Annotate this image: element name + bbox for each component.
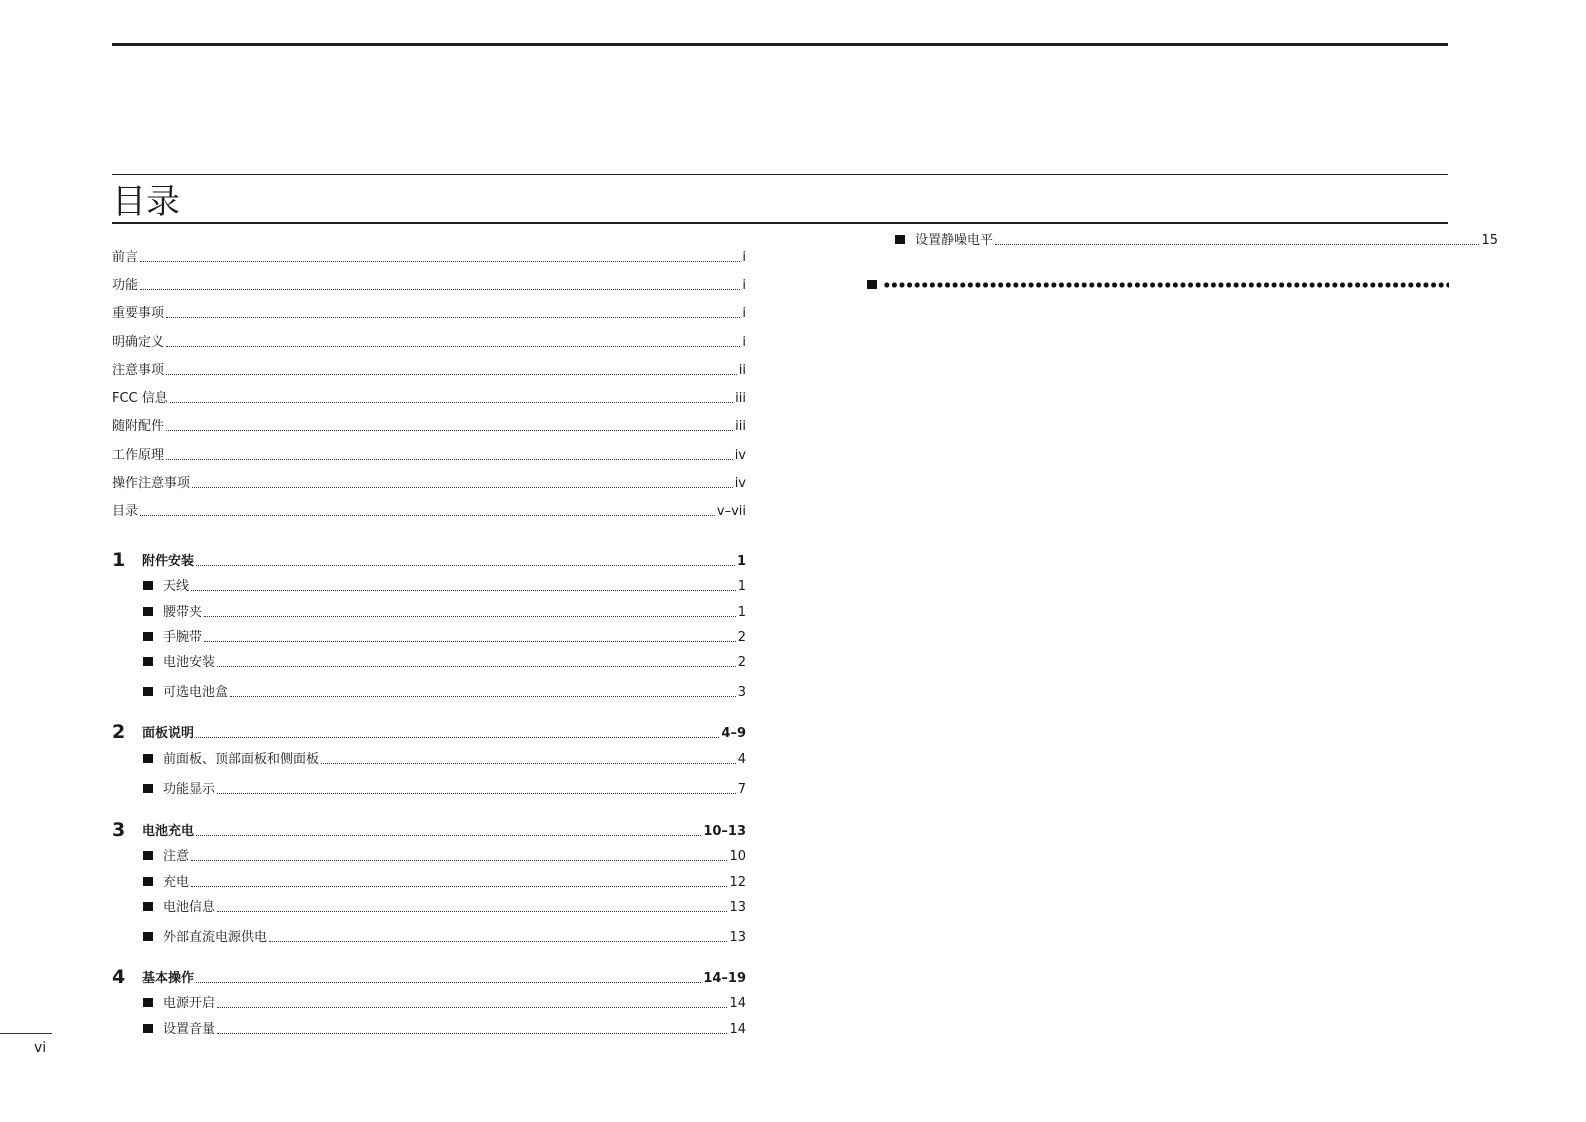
toc-item-caution[interactable] — [143, 849, 746, 865]
toc-section-4[interactable] — [112, 967, 746, 987]
bullet-square-icon — [143, 851, 153, 860]
toc-entry-preface[interactable] — [112, 250, 746, 266]
toc-label: FCC 信息 — [112, 391, 168, 406]
toc-label: 电池安装 — [163, 655, 216, 670]
toc-section-2[interactable] — [112, 722, 746, 742]
toc-page: iv — [734, 476, 746, 491]
toc-label: 目录 — [112, 504, 139, 519]
toc-item-battery-case[interactable] — [143, 685, 746, 701]
toc-label: 操作注意事项 — [112, 476, 191, 491]
toc-page: v–vii — [716, 504, 746, 519]
bullet-square-icon — [143, 784, 153, 793]
toc-label: 电池充电 — [142, 824, 195, 839]
toc-entry-definitions[interactable] — [112, 335, 746, 351]
toc-page: 14 — [729, 1022, 746, 1037]
toc-entry-fcc[interactable] — [112, 391, 746, 407]
bullet-square-icon — [143, 932, 153, 941]
leader-dots — [269, 941, 727, 942]
toc-label: 天线 — [163, 579, 190, 594]
toc-label: 功能 — [112, 278, 139, 293]
toc-page: 1 — [737, 605, 746, 620]
toc-label: 电池信息 — [163, 900, 216, 915]
toc-label: 前面板、顶部面板和侧面板 — [163, 752, 320, 767]
toc-item-belt-clip[interactable] — [143, 605, 746, 621]
toc-label: 附件安装 — [142, 554, 195, 569]
leader-dots — [140, 261, 740, 262]
toc-entry-operation-principle[interactable] — [112, 448, 746, 464]
toc-page: i — [742, 278, 746, 293]
continuation-dot-row — [867, 280, 1449, 289]
toc-label: 手腕带 — [163, 630, 203, 645]
toc-item-wrist-strap[interactable] — [143, 630, 746, 646]
leader-dots — [140, 515, 715, 516]
leader-dots — [196, 982, 701, 983]
leader-dots — [217, 1033, 727, 1034]
leader-dots — [191, 860, 727, 861]
bullet-square-icon — [143, 754, 153, 763]
toc-item-external-dc[interactable] — [143, 930, 746, 946]
leader-dots — [166, 374, 737, 375]
leader-dots — [166, 430, 733, 431]
leader-dots — [217, 793, 736, 794]
toc-section-3[interactable] — [112, 820, 746, 840]
leader-dots — [230, 696, 736, 697]
leader-dots — [196, 835, 701, 836]
toc-page: 1 — [736, 554, 746, 569]
toc-page: 3 — [737, 685, 746, 700]
toc-entry-operating-notes[interactable] — [112, 476, 746, 492]
leader-dots — [204, 616, 736, 617]
toc-item-battery-install[interactable] — [143, 655, 746, 671]
bullet-square-icon — [143, 581, 153, 590]
leader-dots — [191, 886, 727, 887]
toc-page: 10 — [729, 849, 746, 864]
bullet-square-icon — [143, 998, 153, 1007]
leader-dots — [204, 641, 736, 642]
leader-dots — [196, 565, 735, 566]
toc-label: 面板说明 — [142, 726, 195, 741]
toc-page: 4 — [737, 752, 746, 767]
toc-entry-precautions[interactable] — [112, 363, 746, 379]
toc-label: 工作原理 — [112, 448, 165, 463]
leader-dots — [166, 346, 740, 347]
leader-dots — [883, 282, 1449, 288]
toc-label: 功能显示 — [163, 782, 216, 797]
toc-item-volume[interactable] — [143, 1022, 746, 1038]
toc-label: 设置静噪电平 — [915, 233, 994, 248]
leader-dots — [170, 402, 733, 403]
toc-page: 10–13 — [703, 824, 746, 839]
bullet-square-icon — [895, 235, 905, 244]
leader-dots — [321, 763, 736, 764]
toc-item-function-display[interactable] — [143, 782, 746, 798]
toc-entry-contents[interactable] — [112, 504, 746, 520]
toc-label: 充电 — [163, 875, 190, 890]
toc-section-1[interactable] — [112, 550, 746, 570]
toc-item-battery-info[interactable] — [143, 900, 746, 916]
toc-page: i — [742, 335, 746, 350]
leader-dots — [140, 289, 740, 290]
section-number: 1 — [112, 549, 126, 571]
section-number: 3 — [112, 819, 126, 841]
bullet-square-icon — [143, 902, 153, 911]
toc-label: 注意事项 — [112, 363, 165, 378]
leader-dots — [166, 459, 733, 460]
toc-label: 可选电池盒 — [163, 685, 229, 700]
toc-label: 基本操作 — [142, 971, 195, 986]
leader-dots — [166, 317, 740, 318]
toc-page: 2 — [737, 655, 746, 670]
toc-page: 12 — [729, 875, 746, 890]
toc-label: 设置音量 — [163, 1022, 216, 1037]
bullet-square-icon — [143, 687, 153, 696]
leader-dots — [191, 590, 736, 591]
toc-page: iii — [735, 419, 746, 434]
leader-dots — [217, 911, 727, 912]
toc-label: 随附配件 — [112, 419, 165, 434]
toc-page: 13 — [729, 930, 746, 945]
leader-dots — [217, 1007, 727, 1008]
toc-item-antenna[interactable] — [143, 579, 746, 595]
toc-page: 13 — [729, 900, 746, 915]
toc-page: i — [742, 306, 746, 321]
toc-item-squelch[interactable] — [895, 233, 1498, 249]
toc-item-power-on[interactable] — [143, 996, 746, 1012]
toc-label: 电源开启 — [163, 996, 216, 1011]
title-top-rule — [112, 174, 1448, 175]
toc-label: 前言 — [112, 250, 139, 265]
toc-item-charging[interactable] — [143, 875, 746, 891]
footer-rule — [0, 1033, 52, 1034]
bullet-square-icon — [143, 607, 153, 616]
leader-dots — [217, 666, 736, 667]
bullet-square-icon — [867, 280, 877, 289]
leader-dots — [196, 737, 719, 738]
bullet-square-icon — [143, 1024, 153, 1033]
toc-page: 2 — [737, 630, 746, 645]
toc-label: 外部直流电源供电 — [163, 930, 268, 945]
toc-item-panels[interactable] — [143, 752, 746, 768]
bullet-square-icon — [143, 657, 153, 666]
section-number: 4 — [112, 966, 126, 988]
toc-entry-accessories[interactable] — [112, 419, 746, 435]
toc-page: iv — [734, 448, 746, 463]
section-number: 2 — [112, 721, 126, 743]
leader-dots — [995, 244, 1479, 245]
toc-page: 15 — [1481, 233, 1498, 248]
toc-label: 注意 — [163, 849, 190, 864]
page-number: vi — [34, 1040, 47, 1056]
toc-label: 腰带夹 — [163, 605, 203, 620]
top-rule — [112, 43, 1448, 46]
toc-page: 7 — [737, 782, 746, 797]
toc-page: 14–19 — [703, 971, 746, 986]
toc-label: 明确定义 — [112, 335, 165, 350]
bullet-square-icon — [143, 632, 153, 641]
toc-entry-important[interactable] — [112, 306, 746, 322]
toc-page: 4–9 — [721, 726, 746, 741]
leader-dots — [192, 487, 733, 488]
toc-entry-features[interactable] — [112, 278, 746, 294]
toc-page: 14 — [729, 996, 746, 1011]
page-title: 目录 — [112, 182, 180, 222]
toc-page: i — [742, 250, 746, 265]
bullet-square-icon — [143, 877, 153, 886]
toc-page: ii — [738, 363, 746, 378]
toc-label: 重要事项 — [112, 306, 165, 321]
title-underline — [112, 222, 1448, 224]
toc-page: 1 — [737, 579, 746, 594]
toc-page: iii — [735, 391, 746, 406]
